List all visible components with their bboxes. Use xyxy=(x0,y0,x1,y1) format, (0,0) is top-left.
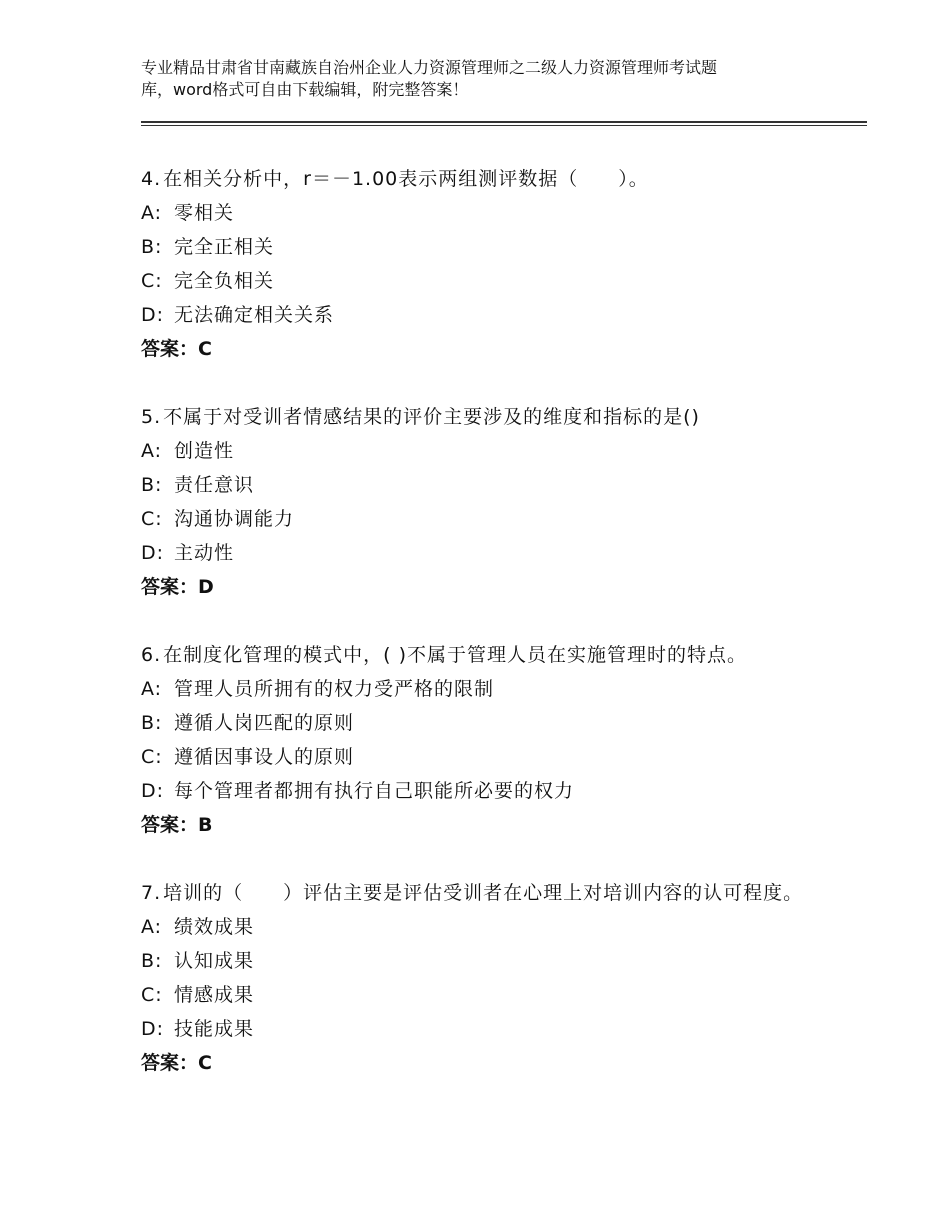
option-key: A: xyxy=(141,202,163,224)
option-text: 认知成果 xyxy=(174,950,255,972)
header-divider xyxy=(141,121,867,126)
header-title-line-2: 库，word格式可自由下载编辑，附完整答案！ xyxy=(141,80,469,99)
question-4 xyxy=(141,162,867,366)
option-key: B: xyxy=(141,712,163,734)
option-text: 无法确定相关关系 xyxy=(174,304,335,326)
option-d xyxy=(141,1012,867,1046)
option-key: B: xyxy=(141,950,163,972)
question-7 xyxy=(141,876,867,1080)
option-text: 责任意识 xyxy=(174,474,255,496)
header-title-line-1: 专业精品甘肃省甘南藏族自治州企业人力资源管理师之二级人力资源管理师考试题 xyxy=(141,58,718,77)
option-key: D: xyxy=(141,1018,165,1040)
option-text: 遵循因事设人的原则 xyxy=(174,746,355,768)
option-text: 完全正相关 xyxy=(174,236,275,258)
divider-thick-line xyxy=(141,121,867,123)
question-list xyxy=(141,162,867,1114)
answer-line: 答案：D xyxy=(141,576,214,598)
question-stem xyxy=(141,400,867,434)
option-text: 沟通协调能力 xyxy=(174,508,295,530)
question-stem xyxy=(141,162,867,196)
answer-line: 答案：C xyxy=(141,338,212,360)
question-stem xyxy=(141,638,867,672)
option-c xyxy=(141,740,867,774)
answer-line: 答案：C xyxy=(141,1052,212,1074)
option-d xyxy=(141,774,867,808)
option-key: A: xyxy=(141,678,163,700)
question-text: 在相关分析中，r＝－1.00表示两组测评数据（ ）。 xyxy=(163,168,649,190)
question-6 xyxy=(141,638,867,842)
option-c xyxy=(141,264,867,298)
option-text: 遵循人岗匹配的原则 xyxy=(174,712,355,734)
option-text: 主动性 xyxy=(174,542,235,564)
option-text: 管理人员所拥有的权力受严格的限制 xyxy=(174,678,495,700)
divider-thin-line xyxy=(141,125,867,126)
option-text: 绩效成果 xyxy=(174,916,255,938)
option-d xyxy=(141,536,867,570)
question-stem xyxy=(141,876,867,910)
option-a xyxy=(141,196,867,230)
option-text: 完全负相关 xyxy=(174,270,275,292)
option-b xyxy=(141,230,867,264)
option-key: D: xyxy=(141,542,165,564)
option-key: A: xyxy=(141,440,163,462)
option-text: 每个管理者都拥有执行自己职能所必要的权力 xyxy=(174,780,575,802)
option-text: 创造性 xyxy=(174,440,235,462)
question-text: 培训的（ ）评估主要是评估受训者在心理上对培训内容的认可程度。 xyxy=(163,882,804,904)
option-text: 技能成果 xyxy=(174,1018,255,1040)
option-b xyxy=(141,468,867,502)
option-a xyxy=(141,672,867,706)
option-key: A: xyxy=(141,916,163,938)
option-text: 零相关 xyxy=(174,202,235,224)
document-header xyxy=(141,57,867,101)
option-key: D: xyxy=(141,304,165,326)
question-text: 不属于对受训者情感结果的评价主要涉及的维度和指标的是() xyxy=(163,406,700,428)
question-number: 5. xyxy=(141,406,162,428)
option-key: C: xyxy=(141,746,163,768)
option-key: C: xyxy=(141,508,163,530)
option-c xyxy=(141,978,867,1012)
option-a xyxy=(141,434,867,468)
option-b xyxy=(141,706,867,740)
option-key: C: xyxy=(141,984,163,1006)
option-d xyxy=(141,298,867,332)
question-text: 在制度化管理的模式中，( )不属于管理人员在实施管理时的特点。 xyxy=(163,644,748,666)
option-text: 情感成果 xyxy=(174,984,255,1006)
question-number: 7. xyxy=(141,882,162,904)
option-key: B: xyxy=(141,474,163,496)
question-number: 6. xyxy=(141,644,162,666)
option-key: B: xyxy=(141,236,163,258)
option-a xyxy=(141,910,867,944)
question-5 xyxy=(141,400,867,604)
option-key: D: xyxy=(141,780,165,802)
answer-line: 答案：B xyxy=(141,814,213,836)
question-number: 4. xyxy=(141,168,162,190)
option-b xyxy=(141,944,867,978)
option-key: C: xyxy=(141,270,163,292)
option-c xyxy=(141,502,867,536)
